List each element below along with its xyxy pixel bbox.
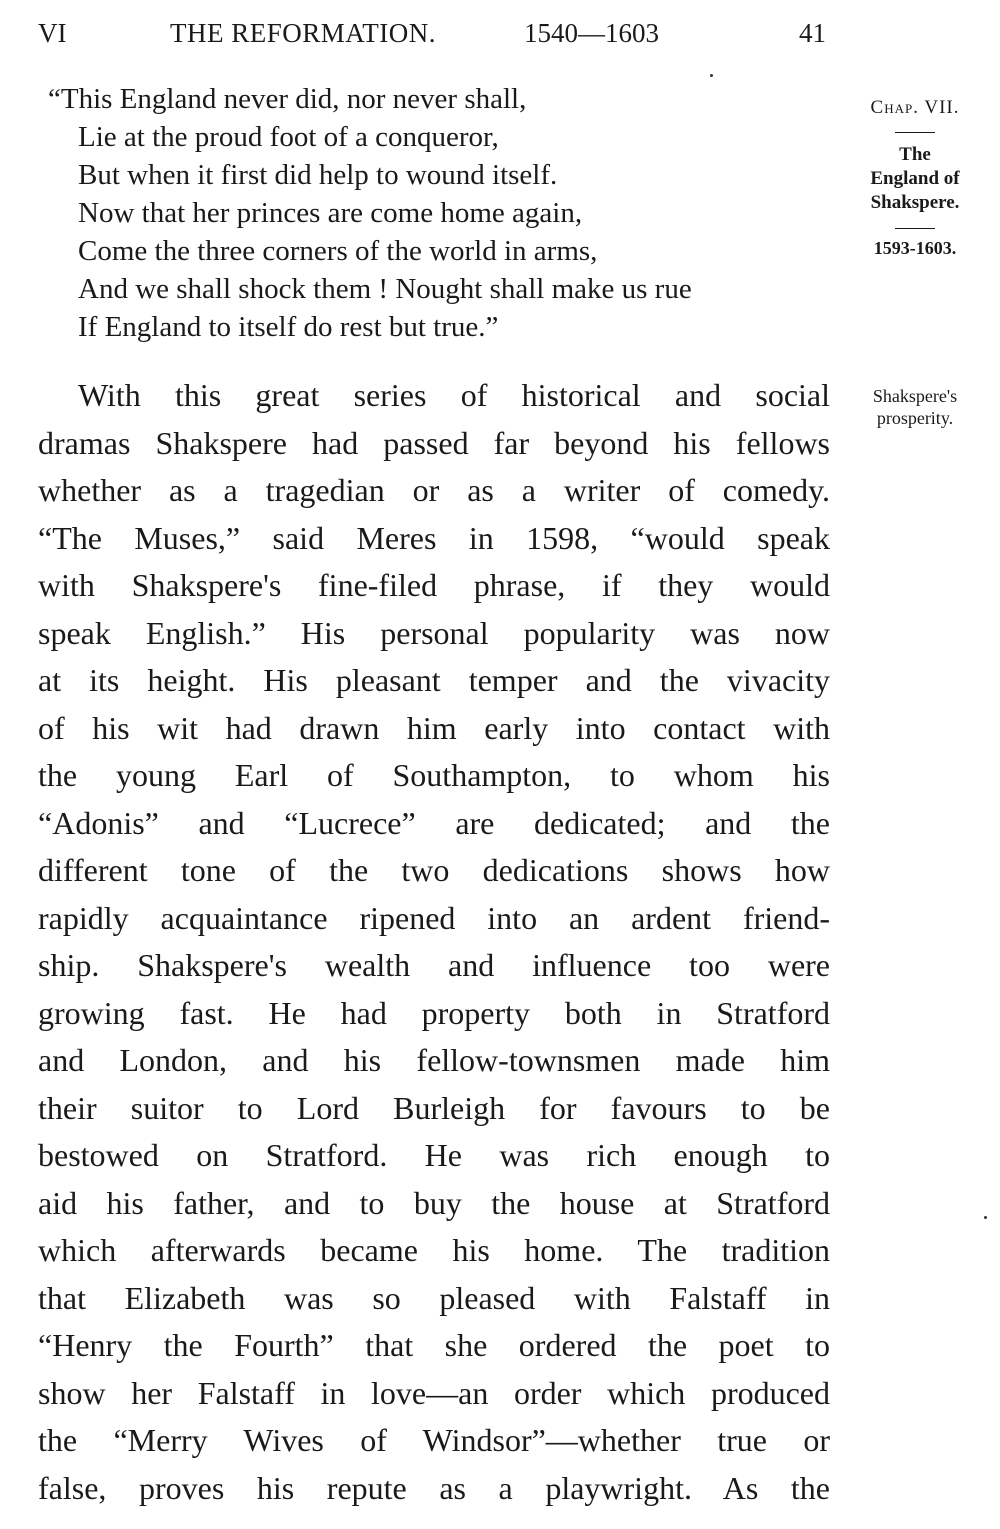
body-line: at its height. His pleasant temper and the vivacity (38, 662, 830, 698)
header-title: THE REFORMATION. (170, 18, 437, 48)
poem-line: Lie at the proud foot of a conqueror, (78, 121, 499, 153)
margin-rule (895, 132, 935, 133)
body-line: and London, and his fellow-townsmen made him (38, 1042, 830, 1078)
body-line: show her Falstaff in love—an order which produced (38, 1374, 830, 1411)
body-line: of his wit had drawn him early into contact with (38, 709, 830, 746)
body-line: false, proves his repute as a playwright. As the (38, 1469, 830, 1506)
margin-chapter: Chap. VII. (870, 97, 960, 118)
poem-line: But when it first did help to wound itself. (78, 159, 558, 191)
body-line: “Adonis” and “Lucrece” are dedicated; and the (38, 804, 830, 841)
body-line: ship. Shakspere's wealth and influence too were (38, 947, 830, 983)
body-line: which afterwards became his home. The tradition (38, 1232, 830, 1268)
poem-line: And we shall shock them ! Nought shall make us rue (78, 273, 692, 305)
header-chapter: VI (38, 18, 67, 48)
page-number: 41 (799, 18, 826, 48)
margin-note (845, 385, 985, 429)
margin-section-title (845, 143, 985, 215)
margin-section-line: Shakspere. (870, 192, 960, 213)
body-line: growing fast. He had property both in Stratford (38, 994, 830, 1031)
margin-note-line: Shakspere's (872, 386, 958, 406)
running-header (38, 14, 830, 54)
body-line: dramas Shakspere had passed far beyond his fellows (38, 424, 830, 461)
margin-section-line: England of (870, 168, 960, 189)
poem-line: “This England never did, nor never shall, (48, 83, 527, 115)
poem-line: If England to itself do rest but true.” (78, 311, 499, 343)
body-line: the “Merry Wives of Windsor”—whether true or (38, 1422, 830, 1458)
body-line: aid his father, and to buy the house at Stratford (38, 1184, 830, 1221)
margin-note-line: prosperity. (876, 408, 954, 428)
print-speck (710, 74, 713, 77)
poem-line: Come the three corners of the world in arms, (78, 235, 598, 267)
margin-years: 1593-1603. (873, 238, 957, 258)
body-line: their suitor to Lord Burleigh for favours to be (38, 1089, 830, 1126)
poem-line: Now that her princes are come home again, (78, 197, 583, 229)
body-line: different tone of the two dedications shows how (38, 852, 830, 888)
body-line: the young Earl of Southampton, to whom his (38, 757, 830, 793)
body-line: rapidly acquaintance ripened into an ardent friend- (38, 899, 830, 936)
print-speck (984, 1216, 987, 1219)
body-paragraph (38, 372, 830, 1512)
body-line: “Henry the Fourth” that she ordered the poet to (38, 1327, 830, 1363)
body-line: bestowed on Stratford. He was rich enough to (38, 1137, 830, 1173)
body-line: With this great series of historical and social (78, 377, 830, 413)
body-line: whether as a tragedian or as a writer of comedy. (38, 472, 830, 508)
header-dates: 1540—1603 (524, 18, 659, 48)
margin-section-line: The (899, 144, 931, 165)
poem-quotation (48, 80, 838, 346)
body-line: with Shakspere's fine-filed phrase, if they would (38, 567, 830, 603)
margin-rule (895, 228, 935, 229)
body-line: that Elizabeth was so pleased with Falstaff in (38, 1279, 830, 1316)
body-line: “The Muses,” said Meres in 1598, “would speak (38, 519, 830, 556)
body-line: speak English.” His personal popularity was now (38, 614, 830, 651)
